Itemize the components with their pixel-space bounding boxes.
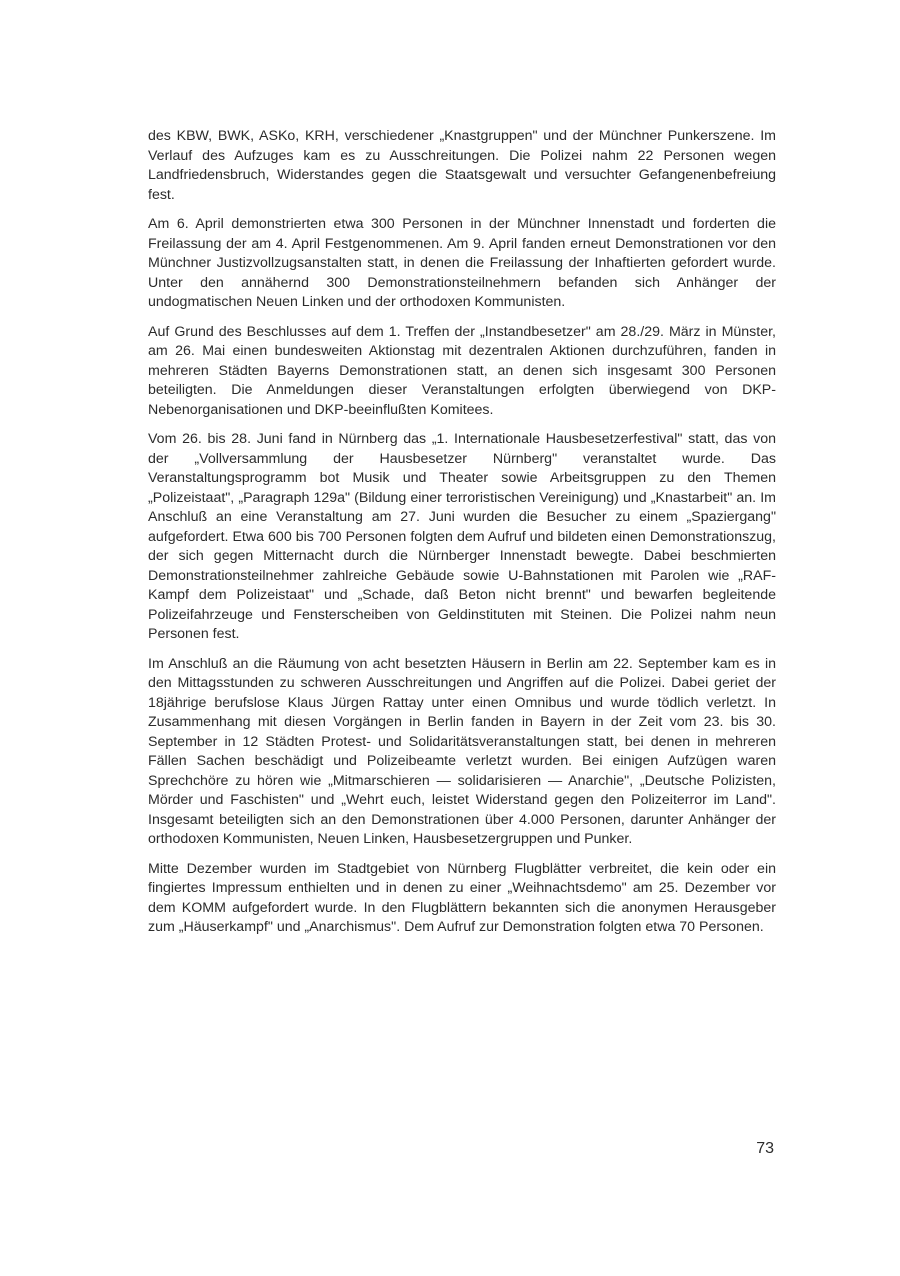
body-text [148,127,776,948]
paragraph-1: des KBW, BWK, ASKo, KRH, verschiedener „Knastgruppen" und der Münchner Punkerszene. Im Verlauf des Aufzuges kam es zu Ausschreitungen. Die Polizei nahm 22 Personen wegen Landfriedensbruch, Widerstandes gegen die Staatsgewalt und versuchter Gefangenenbefreiung fest. [148,128,776,203]
paragraph-4: Vom 26. bis 28. Juni fand in Nürnberg das „1. Internationale Hausbesetzerfestival" statt, das von der „Vollversammlung der Hausbesetzer Nürnberg" veranstaltet wurde. Das Veranstaltungsprogramm bot Musik und Theater sowie Arbeitsgruppen zu den Themen „Polizeistaat", „Paragraph 129a" (Bildung einer terroristischen Vereinigung) und „Knastarbeit" an. Im Anschluß an eine Veranstaltung am 27. Juni wurden die Besucher zu einem „Spaziergang" aufgefordert. Etwa 600 bis 700 Personen folgten dem Aufruf und bildeten einen Demonstrationszug, der sich gegen Mitternacht durch die Nürnberger Innenstadt bewegte. Dabei beschmierten Demonstrationsteilnehmer zahlreiche Gebäude sowie U-Bahnstationen mit Parolen wie „RAF-Kampf dem Polizeistaat" und „Schade, daß Beton nicht brennt" und bewarfen begleitende Polizeifahrzeuge und Fensterscheiben von Geldinstituten mit Steinen. Die Polizei nahm neun Personen fest. [148,431,776,642]
page-number: 73 [756,1140,774,1157]
paragraph-6: Mitte Dezember wurden im Stadtgebiet von Nürnberg Flugblätter verbreitet, die kein oder ein fingiertes Impressum enthielten und in denen zu einer „Weihnachtsdemo" am 25. Dezember vor dem KOMM aufgefordert wurde. In den Flugblättern bekannten sich die anonymen Herausgeber zum „Häuserkampf" und „Anarchismus". Dem Aufruf zur Demonstration folgten etwa 70 Personen. [148,860,776,935]
paragraph-3: Auf Grund des Beschlusses auf dem 1. Treffen der „Instandbesetzer" am 28./29. März in Münster, am 26. Mai einen bundesweiten Aktionstag mit dezentralen Aktionen durchzuführen, fanden in mehreren Städten Bayerns Demonstrationen statt, an denen sich insgesamt 300 Personen beteiligten. Die Anmeldungen dieser Veranstaltungen erfolgten überwiegend von DKP-Nebenorganisationen und DKP-beeinflußten Komitees. [148,323,776,418]
paragraph-2: Am 6. April demonstrierten etwa 300 Personen in der Münchner Innenstadt und forderten die Freilassung der am 4. April Festgenommenen. Am 9. April fanden erneut Demonstrationen vor den Münchner Justizvollzugsanstalten statt, in denen die Freilassung der Inhaftierten gefordert wurde. Unter den annähernd 300 Demonstrationsteilnehmern befanden sich Anhänger der undogmatischen Neuen Linken und der orthodoxen Kommunisten. [148,216,776,310]
paragraph-5: Im Anschluß an die Räumung von acht besetzten Häusern in Berlin am 22. September kam es in den Mittagsstunden zu schweren Ausschreitungen und Angriffen auf die Polizei. Dabei geriet der 18jährige berufslose Klaus Jürgen Rattay unter einen Omnibus und wurde tödlich verletzt. In Zusammenhang mit diesen Vorgängen in Berlin fanden in Bayern in der Zeit vom 23. bis 30. September in 12 Städten Protest- und Solidaritätsveranstaltungen statt, bei denen in mehreren Fällen Sachen beschädigt und Polizeibeamte verletzt wurden. Bei einigen Aufzügen waren Sprechchöre zu hören wie „Mitmarschieren — solidarisieren — Anarchie", „Deutsche Polizisten, Mörder und Faschisten" und „Wehrt euch, leistet Widerstand gegen den Polizeiterror im Land". Insgesamt beteiligten sich an den Demonstrationen über 4.000 Personen, darunter Anhänger der orthodoxen Kommunisten, Neuen Linken, Hausbesetzergruppen und Punker. [148,655,776,847]
